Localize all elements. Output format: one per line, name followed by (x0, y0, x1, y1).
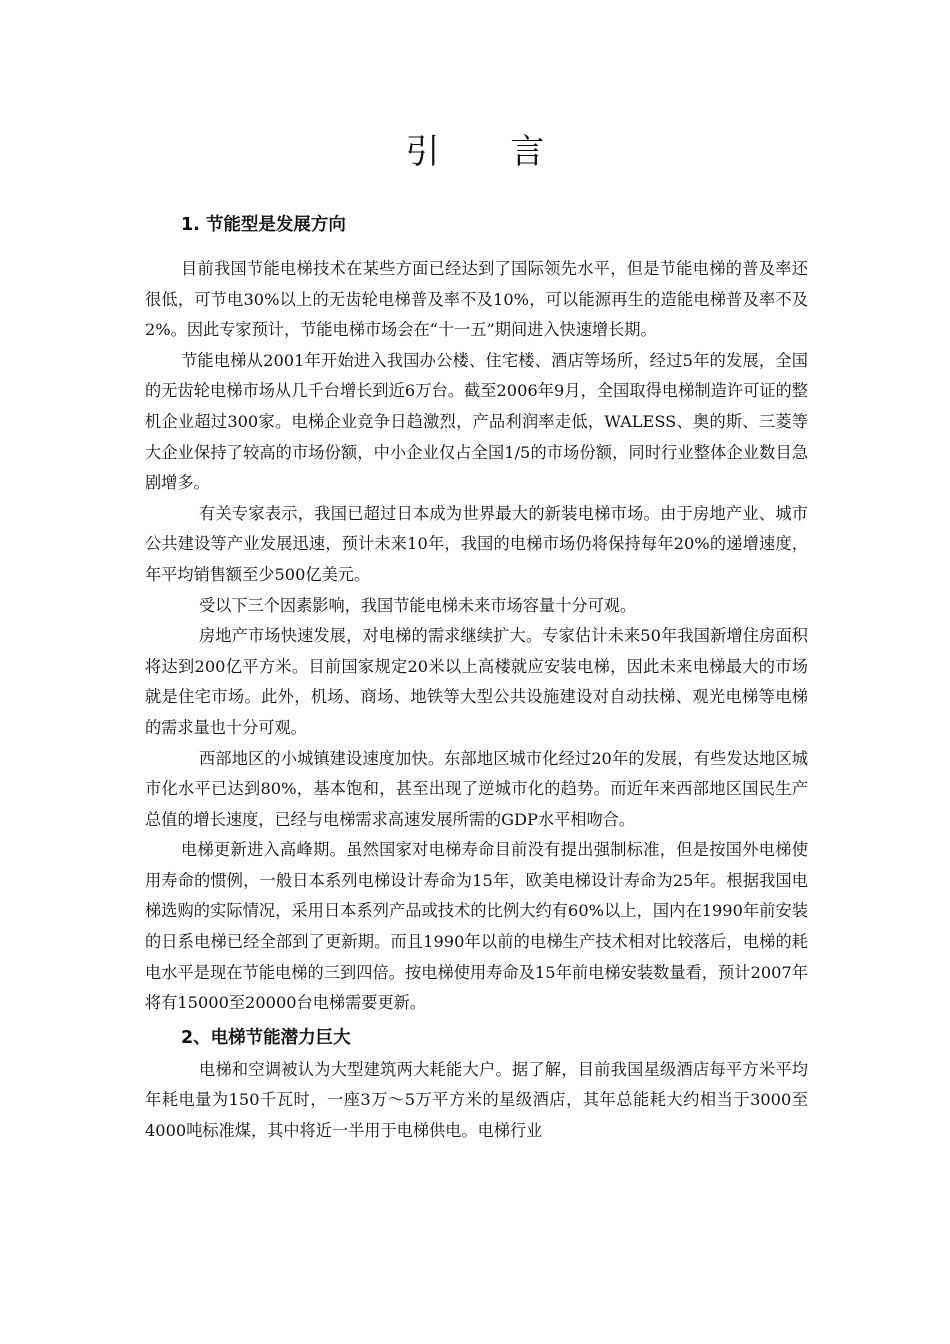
paragraph: 电梯更新进入高峰期。虽然国家对电梯寿命目前没有提出强制标准，但是按国外电梯使用寿命的惯例，一般日本系列电梯设计寿命为15年，欧美电梯设计寿命为25年。根据我国电梯选购的实际情况，采用日本系列产品或技术的比例大约有60%以上，国内在1990年前安装的日系电梯已经全部到了更新期。而且1990年以前的电梯生产技术相对比较落后，电梯的耗电水平是现在节能电梯的三到四倍。按电梯使用寿命及15年前电梯安装数量看，预计2007年将有15000至20000台电梯需要更新。 (145, 840, 808, 1013)
paragraph: 有关专家表示，我国已超过日本成为世界最大的新装电梯市场。由于房地产业、城市公共建设等产业发展迅速，预计未来10年，我国的电梯市场仍将保持每年20%的递增速度，年平均销售额至少500亿美元。 (145, 503, 808, 584)
paragraph: 节能电梯从2001年开始进入我国办公楼、住宅楼、酒店等场所，经过5年的发展，全国的无齿轮电梯市场从几千台增长到近6万台。截至2006年9月，全国取得电梯制造许可证的整机企业超过300家。电梯企业竞争日趋激烈，产品利润率走低，WALESS、奥的斯、三菱等大企业保持了较高的市场份额，中小企业仅占全国1/5的市场份额，同时行业整体企业数目急剧增多。 (145, 350, 808, 493)
paragraph: 西部地区的小城镇建设速度加快。东部地区城市化经过20年的发展，有些发达地区城市化水平已达到80%，基本饱和，甚至出现了逆城市化的趋势。而近年来西部地区国民生产总值的增长速度，已经与电梯需求高速发展所需的GDP水平相吻合。 (145, 748, 808, 829)
document-title: 引 言 (405, 132, 575, 172)
paragraph: 电梯和空调被认为大型建筑两大耗能大户。据了解，目前我国星级酒店每平方米平均年耗电量为150千瓦时，一座3万～5万平方米的星级酒店，其年总能耗大约相当于3000至4000吨标准煤，其中将近一半用于电梯供电。电梯行业 (145, 1059, 808, 1141)
document-body (145, 208, 808, 1147)
section-heading-1: 1. 节能型是发展方向 (181, 215, 346, 235)
paragraph: 房地产市场快速发展，对电梯的需求继续扩大。专家估计未来50年我国新增住房面积将达到200亿平方米。目前国家规定20米以上高楼就应安装电梯，因此未来电梯最大的市场就是住宅市场。此外，机场、商场、地铁等大型公共设施建设对自动扶梯、观光电梯等电梯的需求量也十分可观。 (145, 626, 808, 737)
paragraph: 目前我国节能电梯技术在某些方面已经达到了国际领先水平，但是节能电梯的普及率还很低，可节电30%以上的无齿轮电梯普及率不及10%，可以能源再生的造能电梯普及率不及2%。因此专家预计，节能电梯市场会在“十一五”期间进入快速增长期。 (145, 259, 808, 340)
paragraph: 受以下三个因素影响，我国节能电梯未来市场容量十分可观。 (199, 595, 637, 615)
section-heading-2: 2、电梯节能潜力巨大 (181, 1027, 351, 1048)
